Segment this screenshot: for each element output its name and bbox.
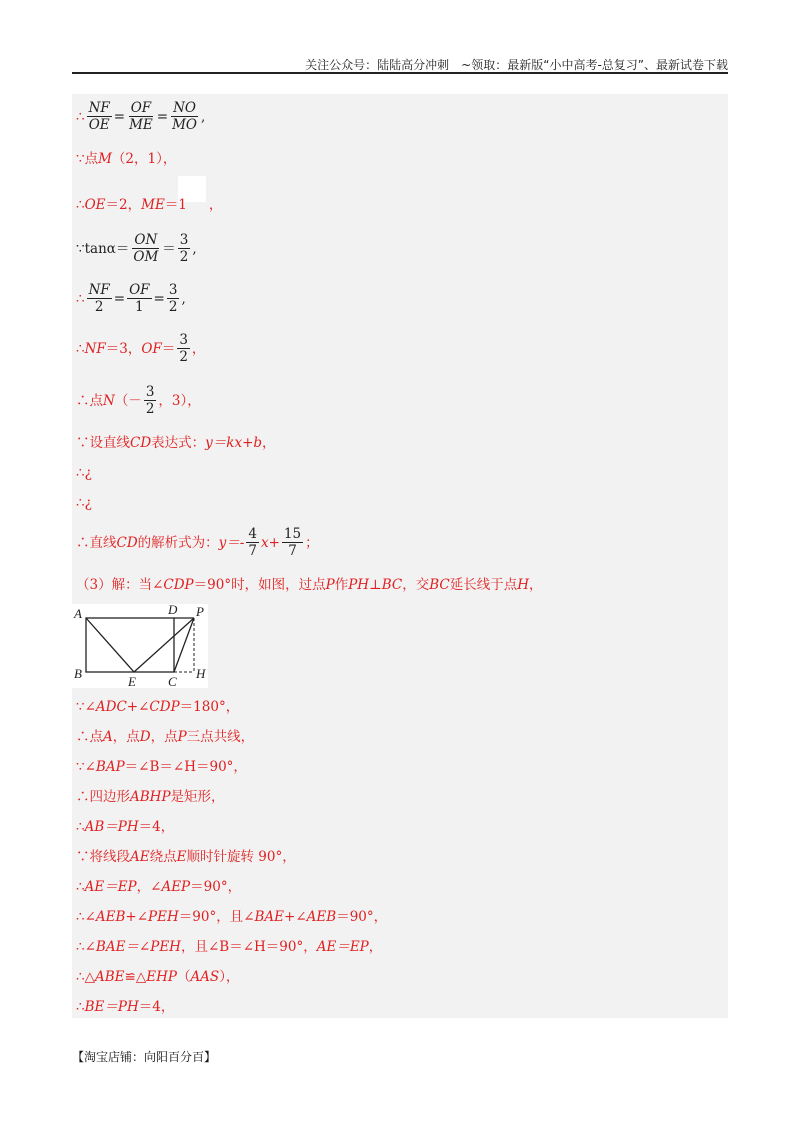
line-ab-ph: ∴ AB＝PH ＝4， — [76, 819, 175, 835]
label-a: A — [74, 606, 82, 621]
fraction-3-2: $\frac{3}{2}$ — [145, 384, 155, 417]
line-angle-equal: ∴∠ BAE＝∠PEH ，且∠B＝∠H＝90°， AE＝EP ， — [76, 939, 383, 955]
line-be-ph: ∴ BE＝PH ＝4， — [76, 999, 175, 1015]
line-system-2: ∴¿ — [76, 495, 92, 511]
label-h: H — [196, 666, 206, 681]
line-angle-relations: ∴∠ AEB+∠PEH ＝90°，且∠ BAE+∠AEB ＝90°， — [76, 909, 388, 925]
solution-panel — [72, 94, 728, 1018]
line-point-n: ∴点 N （－ $\frac{3}{2}$ ，3）， — [76, 384, 201, 417]
line-rectangle: ∴四边形 ABHP 是矩形， — [76, 789, 225, 805]
fraction-3-2: $\frac{3}{2}$ — [168, 282, 178, 315]
rectangle-diagram — [72, 604, 208, 688]
fraction-of-me: $\frac{OF}{ME}$ — [129, 100, 153, 133]
fraction-on-om: $\frac{ON}{OM}$ — [133, 232, 159, 265]
page-footer: 【淘宝店铺：向阳百分百】 — [72, 1050, 217, 1064]
fraction-nf-2: $\frac{NF}{2}$ — [88, 282, 110, 315]
line-part-3: （3）解：当∠ CDP ＝90°时，如图，过点 P 作 PH⊥BC ，交 BC 延长线于点 H ， — [76, 577, 543, 593]
line-set-cd: ∵设直线 CD 表达式： y＝kx+b ， — [76, 435, 276, 451]
line-cd-formula: ∴直线 CD 的解析式为： y＝- $\frac{4}{7}$ x+ $\frac{15}{7}$ ； — [76, 526, 319, 559]
line-angle-sum: ∵∠ ADC+∠CDP ＝180°， — [76, 699, 240, 715]
label-c: C — [168, 674, 177, 688]
header-divider — [72, 72, 728, 74]
line-ratio-equation: ∴ $\frac{NF}{OE}$ = $\frac{OF}{ME}$ = $\frac{NO}{MO}$ , — [76, 100, 206, 133]
geometry-figure — [72, 604, 208, 688]
fraction-15-7: $\frac{15}{7}$ — [283, 526, 302, 559]
line-system-1: ∴¿ — [76, 465, 92, 481]
segment-ae — [86, 618, 134, 672]
label-e: E — [128, 674, 136, 688]
fraction-3-2: $\frac{3}{2}$ — [179, 332, 188, 365]
line-congruent: ∴△ ABE ≌△ EHP （ AAS ）， — [76, 969, 240, 985]
page-header: 关注公众号：陆陆高分冲刺 ~领取：最新版“小中高考-总复习”、最新试卷下载 — [305, 58, 728, 72]
line-collinear: ∴点 A ，点 D ，点 P 三点共线， — [76, 729, 255, 745]
line-nf-of-values: ∴ NF ＝3， OF ＝ $\frac{3}{2}$ ， — [76, 332, 206, 365]
line-rotation: ∵将线段 AE 绕点 E 顺时针旋转 90°， — [76, 849, 296, 865]
label-d: D — [168, 604, 178, 617]
line-point-m: ∵ 点 M （2，1）， — [76, 151, 177, 167]
line-right-angles: ∵∠ BAP ＝∠B＝∠H＝90°， — [76, 759, 247, 775]
fraction-no-mo: $\frac{NO}{MO}$ — [172, 100, 197, 133]
label-p: P — [196, 604, 204, 619]
fraction-of-1: $\frac{OF}{1}$ — [129, 282, 150, 315]
label-b: B — [74, 666, 82, 681]
fraction-4-7: $\frac{4}{7}$ — [248, 526, 257, 559]
segment-ep — [134, 618, 194, 672]
therefore-symbol: ∴ — [76, 108, 85, 125]
line-tan-alpha: ∵tanα＝ $\frac{ON}{OM}$ ＝ $\frac{3}{2}$ , — [76, 232, 197, 265]
line-oe-me: ∴ OE ＝2， ME ＝1 ， — [76, 197, 223, 213]
line-ratio-values: ∴ $\frac{NF}{2}$ = $\frac{OF}{1}$ = $\frac{3}{2}$ , — [76, 282, 186, 315]
rectangle-abcd — [86, 618, 174, 672]
fraction-nf-oe: $\frac{NF}{OE}$ — [88, 100, 110, 133]
fraction-3-2: $\frac{3}{2}$ — [179, 232, 189, 265]
line-ae-ep: ∴ AE＝EP ，∠ AEP ＝90°， — [76, 879, 242, 895]
segment-cp — [174, 618, 194, 672]
